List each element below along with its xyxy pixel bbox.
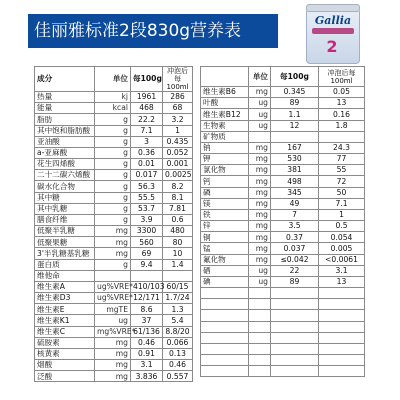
- value-per-100g: 7.1: [131, 125, 163, 136]
- nutrient-unit: mg: [249, 232, 271, 243]
- value-per-100g: 3300: [131, 226, 163, 237]
- value-per-100ml: 1: [163, 125, 193, 136]
- header-per-100g: 每100g: [131, 67, 163, 92]
- value-per-100g: 22: [271, 265, 319, 276]
- value-per-100g: 0.91: [131, 348, 163, 359]
- table-row: [201, 198, 365, 209]
- header-per-100g: 每100g: [271, 67, 319, 87]
- nutrient-name: 亚油酸: [35, 136, 95, 147]
- value-per-100ml: 7.81: [163, 203, 193, 214]
- nutrient-unit: [249, 366, 271, 377]
- nutrient-unit: mg: [95, 237, 131, 248]
- nutrient-name: 锌: [201, 221, 249, 232]
- value-per-100g: [271, 310, 319, 321]
- value-per-100g: 498: [271, 176, 319, 187]
- nutrient-unit: [95, 270, 131, 281]
- nutrient-unit: g: [95, 136, 131, 147]
- value-per-100g: 3: [131, 136, 163, 147]
- nutrient-unit: g: [95, 147, 131, 158]
- table-row: [35, 214, 193, 225]
- table-row: [35, 226, 193, 237]
- value-per-100g: 530: [271, 154, 319, 165]
- nutrient-name: 磷: [201, 187, 249, 198]
- table-row: [201, 310, 365, 321]
- nutrient-unit: ug: [249, 265, 271, 276]
- table-row: [35, 147, 193, 158]
- nutrient-name: 铜: [201, 232, 249, 243]
- value-per-100g: 0.345: [271, 87, 319, 98]
- value-per-100g: 0.037: [271, 243, 319, 254]
- value-per-100g: [271, 332, 319, 343]
- value-per-100g: 22.2: [131, 114, 163, 125]
- value-per-100g: 345: [271, 187, 319, 198]
- nutrient-unit: ug: [249, 98, 271, 109]
- nutrient-name: 钙: [201, 176, 249, 187]
- nutrient-name: 氯化物: [201, 165, 249, 176]
- table-row: [201, 299, 365, 310]
- nutrient-name: 脂肪: [35, 114, 95, 125]
- table-row: [35, 348, 193, 359]
- nutrient-name: [201, 310, 249, 321]
- nutrient-unit: mg: [249, 209, 271, 220]
- value-per-100ml: 8.2: [163, 181, 193, 192]
- table-row: [201, 87, 365, 98]
- value-per-100ml: 480: [163, 226, 193, 237]
- nutrient-name: [201, 366, 249, 377]
- nutrient-unit: ug: [95, 315, 131, 326]
- table-row: [201, 109, 365, 120]
- value-per-100ml: 0.16: [319, 109, 365, 120]
- table-row: [35, 237, 193, 248]
- nutrient-unit: mg: [95, 348, 131, 359]
- value-per-100ml: 80: [163, 237, 193, 248]
- value-per-100ml: 0.6: [163, 214, 193, 225]
- nutrient-unit: mg: [249, 254, 271, 265]
- nutrient-name: 维生素E: [35, 304, 95, 315]
- value-per-100g: [271, 288, 319, 299]
- value-per-100g: 12: [271, 120, 319, 131]
- nutrient-name: 能量: [35, 103, 95, 114]
- table-row: [201, 187, 365, 198]
- table-row: [201, 209, 365, 220]
- nutrient-unit: mg: [249, 142, 271, 153]
- table-row: [35, 103, 193, 114]
- nutrient-unit: mg: [249, 221, 271, 232]
- nutrient-name: 维生素D3: [35, 293, 95, 304]
- value-per-100ml: 68: [163, 103, 193, 114]
- table-row: [201, 232, 365, 243]
- value-per-100ml: 50: [319, 187, 365, 198]
- table-row: [35, 114, 193, 125]
- value-per-100g: ≤0.042: [271, 254, 319, 265]
- value-per-100ml: 1.8: [319, 120, 365, 131]
- value-per-100g: 560: [131, 237, 163, 248]
- nutrient-name: 镁: [201, 198, 249, 209]
- table-row: [35, 304, 193, 315]
- nutrition-table-left: [34, 66, 193, 382]
- nutrient-unit: mg: [95, 248, 131, 259]
- value-per-100g: 55.5: [131, 192, 163, 203]
- nutrient-name: 其中乳糖: [35, 203, 95, 214]
- value-per-100g: 3.5: [271, 221, 319, 232]
- table-row: [35, 192, 193, 203]
- value-per-100ml: 1: [319, 209, 365, 220]
- table-row: [35, 203, 193, 214]
- nutrient-name: 核黄素: [35, 348, 95, 359]
- value-per-100g: 0.01: [131, 159, 163, 170]
- table-row: [35, 360, 193, 371]
- nutrient-unit: mg: [249, 165, 271, 176]
- value-per-100g: 89: [271, 98, 319, 109]
- nutrient-name: 叶酸: [201, 98, 249, 109]
- nutrient-unit: [249, 321, 271, 332]
- nutrient-unit: ug: [249, 276, 271, 287]
- nutrient-unit: g: [95, 114, 131, 125]
- table-row: [201, 142, 365, 153]
- table-row: [201, 176, 365, 187]
- nutrient-name: 铁: [201, 209, 249, 220]
- table-row: [35, 248, 193, 259]
- value-per-100ml: 0.0025: [163, 170, 193, 181]
- nutrient-name: 生物素: [201, 120, 249, 131]
- table-row: [35, 315, 193, 326]
- product-can-image: [300, 2, 364, 64]
- value-per-100g: 53.7: [131, 203, 163, 214]
- table-row: [35, 170, 193, 181]
- table-row: [35, 181, 193, 192]
- nutrient-unit: mg: [95, 226, 131, 237]
- nutrition-table-right: [200, 66, 365, 377]
- header-unit: 单位: [249, 67, 271, 87]
- nutrient-unit: ug: [249, 120, 271, 131]
- nutrient-name: 花生四烯酸: [35, 159, 95, 170]
- nutrient-unit: [249, 355, 271, 366]
- nutrient-unit: ug: [249, 109, 271, 120]
- value-per-100g: 3.1: [131, 360, 163, 371]
- table-row: [35, 136, 193, 147]
- value-per-100ml: [319, 321, 365, 332]
- nutrient-unit: ug%VRE*: [95, 281, 131, 292]
- value-per-100ml: 0.435: [163, 136, 193, 147]
- value-per-100g: 7: [271, 209, 319, 220]
- value-per-100g: 410/103: [131, 281, 163, 292]
- value-per-100ml: 77: [319, 154, 365, 165]
- value-per-100g: 37: [131, 315, 163, 326]
- nutrient-unit: mg: [95, 360, 131, 371]
- nutrient-unit: g: [95, 203, 131, 214]
- value-per-100ml: 72: [319, 176, 365, 187]
- value-per-100g: 56.3: [131, 181, 163, 192]
- value-per-100ml: 8.8/20: [163, 326, 193, 337]
- value-per-100g: [271, 343, 319, 354]
- brand-stripe: [312, 28, 354, 34]
- header-per-100ml: 冲泡后每100ml: [163, 67, 193, 92]
- nutrient-unit: g: [95, 159, 131, 170]
- value-per-100ml: [319, 288, 365, 299]
- value-per-100g: 49: [271, 198, 319, 209]
- value-per-100ml: 1.3: [163, 304, 193, 315]
- table-row: [201, 120, 365, 131]
- nutrient-name: 硫胺素: [35, 337, 95, 348]
- nutrient-name: 碘: [201, 276, 249, 287]
- value-per-100ml: 55: [319, 165, 365, 176]
- nutrient-name: 钾: [201, 154, 249, 165]
- table-row: [201, 221, 365, 232]
- nutrient-unit: mg: [249, 87, 271, 98]
- nutrient-name: 3'半乳糖基乳糖: [35, 248, 95, 259]
- value-per-100ml: 0.5: [319, 221, 365, 232]
- table-row: [201, 343, 365, 354]
- table-row: [201, 154, 365, 165]
- page-header: [0, 0, 400, 66]
- nutrient-unit: g: [95, 214, 131, 225]
- value-per-100ml: 1.7/24: [163, 293, 193, 304]
- value-per-100ml: <0.0061: [319, 254, 365, 265]
- value-per-100ml: 60/15: [163, 281, 193, 292]
- value-per-100ml: [319, 310, 365, 321]
- table-row: [201, 165, 365, 176]
- table-row: [201, 131, 365, 142]
- table-row: [35, 281, 193, 292]
- nutrient-name: 锰: [201, 243, 249, 254]
- nutrient-unit: mg: [249, 154, 271, 165]
- nutrient-unit: [249, 288, 271, 299]
- nutrient-name: 其中饱和脂肪酸: [35, 125, 95, 136]
- value-per-100ml: [319, 332, 365, 343]
- value-per-100g: 0.017: [131, 170, 163, 181]
- nutrient-unit: [249, 310, 271, 321]
- value-per-100ml: 0.052: [163, 147, 193, 158]
- nutrient-name: [201, 299, 249, 310]
- table-row: [201, 276, 365, 287]
- value-per-100g: 12/171: [131, 293, 163, 304]
- nutrient-unit: mg%VRE*: [95, 326, 131, 337]
- nutrient-name: 维生素A: [35, 281, 95, 292]
- value-per-100ml: [319, 299, 365, 310]
- value-per-100ml: 7.1: [319, 198, 365, 209]
- value-per-100g: 167: [271, 142, 319, 153]
- value-per-100g: [271, 299, 319, 310]
- table-row: [35, 371, 193, 382]
- nutrient-name: [201, 321, 249, 332]
- table-row: [35, 92, 193, 103]
- nutrient-unit: [249, 131, 271, 142]
- table-header-row: [35, 67, 193, 92]
- nutrient-name: [201, 288, 249, 299]
- table-row: [201, 288, 365, 299]
- nutrient-unit: mg: [95, 337, 131, 348]
- value-per-100ml: [319, 355, 365, 366]
- nutrient-name: 钠: [201, 142, 249, 153]
- nutrient-name: 碳水化合物: [35, 181, 95, 192]
- table-row: [201, 332, 365, 343]
- value-per-100g: [271, 321, 319, 332]
- value-per-100ml: 0.05: [319, 87, 365, 98]
- table-row: [201, 265, 365, 276]
- nutrient-name: a-亚麻酸: [35, 147, 95, 158]
- value-per-100ml: 3.1: [319, 265, 365, 276]
- value-per-100g: 9.4: [131, 259, 163, 270]
- header-per-100ml: 冲泡后每100ml: [319, 67, 365, 87]
- nutrient-unit: mg: [249, 198, 271, 209]
- value-per-100g: [271, 355, 319, 366]
- nutrient-name: [201, 355, 249, 366]
- nutrient-name: 其中糖: [35, 192, 95, 203]
- value-per-100g: [131, 270, 163, 281]
- nutrient-unit: g: [95, 192, 131, 203]
- table-row: [35, 326, 193, 337]
- value-per-100g: 381: [271, 165, 319, 176]
- value-per-100g: 1.1: [271, 109, 319, 120]
- value-per-100ml: 5.4: [163, 315, 193, 326]
- nutrient-name: 膳食纤维: [35, 214, 95, 225]
- value-per-100g: 61/136: [131, 326, 163, 337]
- header-name: 成分: [35, 67, 95, 92]
- header-name: [201, 67, 249, 87]
- nutrient-name: [201, 332, 249, 343]
- value-per-100g: [271, 131, 319, 142]
- value-per-100ml: 0.054: [319, 232, 365, 243]
- nutrient-name: 维生素C: [35, 326, 95, 337]
- value-per-100g: 1961: [131, 92, 163, 103]
- nutrient-unit: mg: [249, 187, 271, 198]
- value-per-100ml: 13: [319, 98, 365, 109]
- nutrient-unit: g: [95, 125, 131, 136]
- value-per-100g: 69: [131, 248, 163, 259]
- nutrient-unit: kj: [95, 92, 131, 103]
- value-per-100g: 3.836: [131, 371, 163, 382]
- table-row: [35, 293, 193, 304]
- table-row: [201, 243, 365, 254]
- nutrient-name: 氟化物: [201, 254, 249, 265]
- nutrient-name: [201, 343, 249, 354]
- table-row: [35, 159, 193, 170]
- value-per-100ml: 0.557: [163, 371, 193, 382]
- nutrient-unit: [249, 299, 271, 310]
- nutrient-name: 二十二碳六烯酸: [35, 170, 95, 181]
- table-row: [201, 254, 365, 265]
- nutrient-name: 维生素B6: [201, 87, 249, 98]
- value-per-100g: [271, 366, 319, 377]
- value-per-100ml: 0.001: [163, 159, 193, 170]
- table-row: [201, 355, 365, 366]
- nutrient-name: 泛酸: [35, 371, 95, 382]
- brand-logo: Gallia: [314, 14, 352, 27]
- nutrient-name: 维生素B12: [201, 109, 249, 120]
- nutrient-name: 矿物质: [201, 131, 249, 142]
- nutrient-name: 维他命: [35, 270, 95, 281]
- value-per-100ml: 1.4: [163, 259, 193, 270]
- value-per-100ml: 0.005: [319, 243, 365, 254]
- nutrient-unit: g: [95, 259, 131, 270]
- value-per-100ml: 8.1: [163, 192, 193, 203]
- value-per-100ml: 0.46: [163, 360, 193, 371]
- value-per-100ml: 10: [163, 248, 193, 259]
- value-per-100ml: 13: [319, 276, 365, 287]
- nutrient-unit: mgTE: [95, 304, 131, 315]
- nutrient-unit: mg: [249, 243, 271, 254]
- value-per-100ml: [319, 366, 365, 377]
- nutrient-unit: g: [95, 181, 131, 192]
- value-per-100ml: 0.13: [163, 348, 193, 359]
- value-per-100ml: 3.2: [163, 114, 193, 125]
- table-row: [35, 270, 193, 281]
- value-per-100g: 3.9: [131, 214, 163, 225]
- nutrient-name: 低聚半乳糖: [35, 226, 95, 237]
- value-per-100g: 89: [271, 276, 319, 287]
- nutrient-name: 热量: [35, 92, 95, 103]
- value-per-100g: 0.36: [131, 147, 163, 158]
- nutrient-unit: ug%VRE*: [95, 293, 131, 304]
- value-per-100ml: 0.066: [163, 337, 193, 348]
- value-per-100g: 0.46: [131, 337, 163, 348]
- value-per-100ml: [163, 270, 193, 281]
- table-row: [35, 337, 193, 348]
- nutrient-name: 维生素K1: [35, 315, 95, 326]
- stage-mark: 2: [326, 37, 338, 56]
- table-row: [35, 125, 193, 136]
- value-per-100g: 468: [131, 103, 163, 114]
- table-row: [201, 98, 365, 109]
- table-header-row: [201, 67, 365, 87]
- table-row: [35, 259, 193, 270]
- value-per-100ml: [319, 343, 365, 354]
- table-row: [201, 366, 365, 377]
- nutrient-unit: kcal: [95, 103, 131, 114]
- nutrient-name: 硒: [201, 265, 249, 276]
- value-per-100g: 8.6: [131, 304, 163, 315]
- value-per-100g: 0.37: [271, 232, 319, 243]
- nutrient-unit: mg: [249, 176, 271, 187]
- nutrient-unit: [249, 343, 271, 354]
- nutrient-name: 低聚果糖: [35, 237, 95, 248]
- value-per-100ml: 24.3: [319, 142, 365, 153]
- value-per-100ml: [319, 131, 365, 142]
- table-row: [201, 321, 365, 332]
- nutrient-name: 烟酸: [35, 360, 95, 371]
- value-per-100ml: 286: [163, 92, 193, 103]
- nutrient-unit: [249, 332, 271, 343]
- nutrient-unit: g: [95, 170, 131, 181]
- nutrient-unit: mg: [95, 371, 131, 382]
- nutrient-name: 蛋白质: [35, 259, 95, 270]
- can-lid: [306, 4, 360, 12]
- header-unit: 单位: [95, 67, 131, 92]
- page-title: 佳丽雅标准2段830g营养表: [28, 14, 278, 48]
